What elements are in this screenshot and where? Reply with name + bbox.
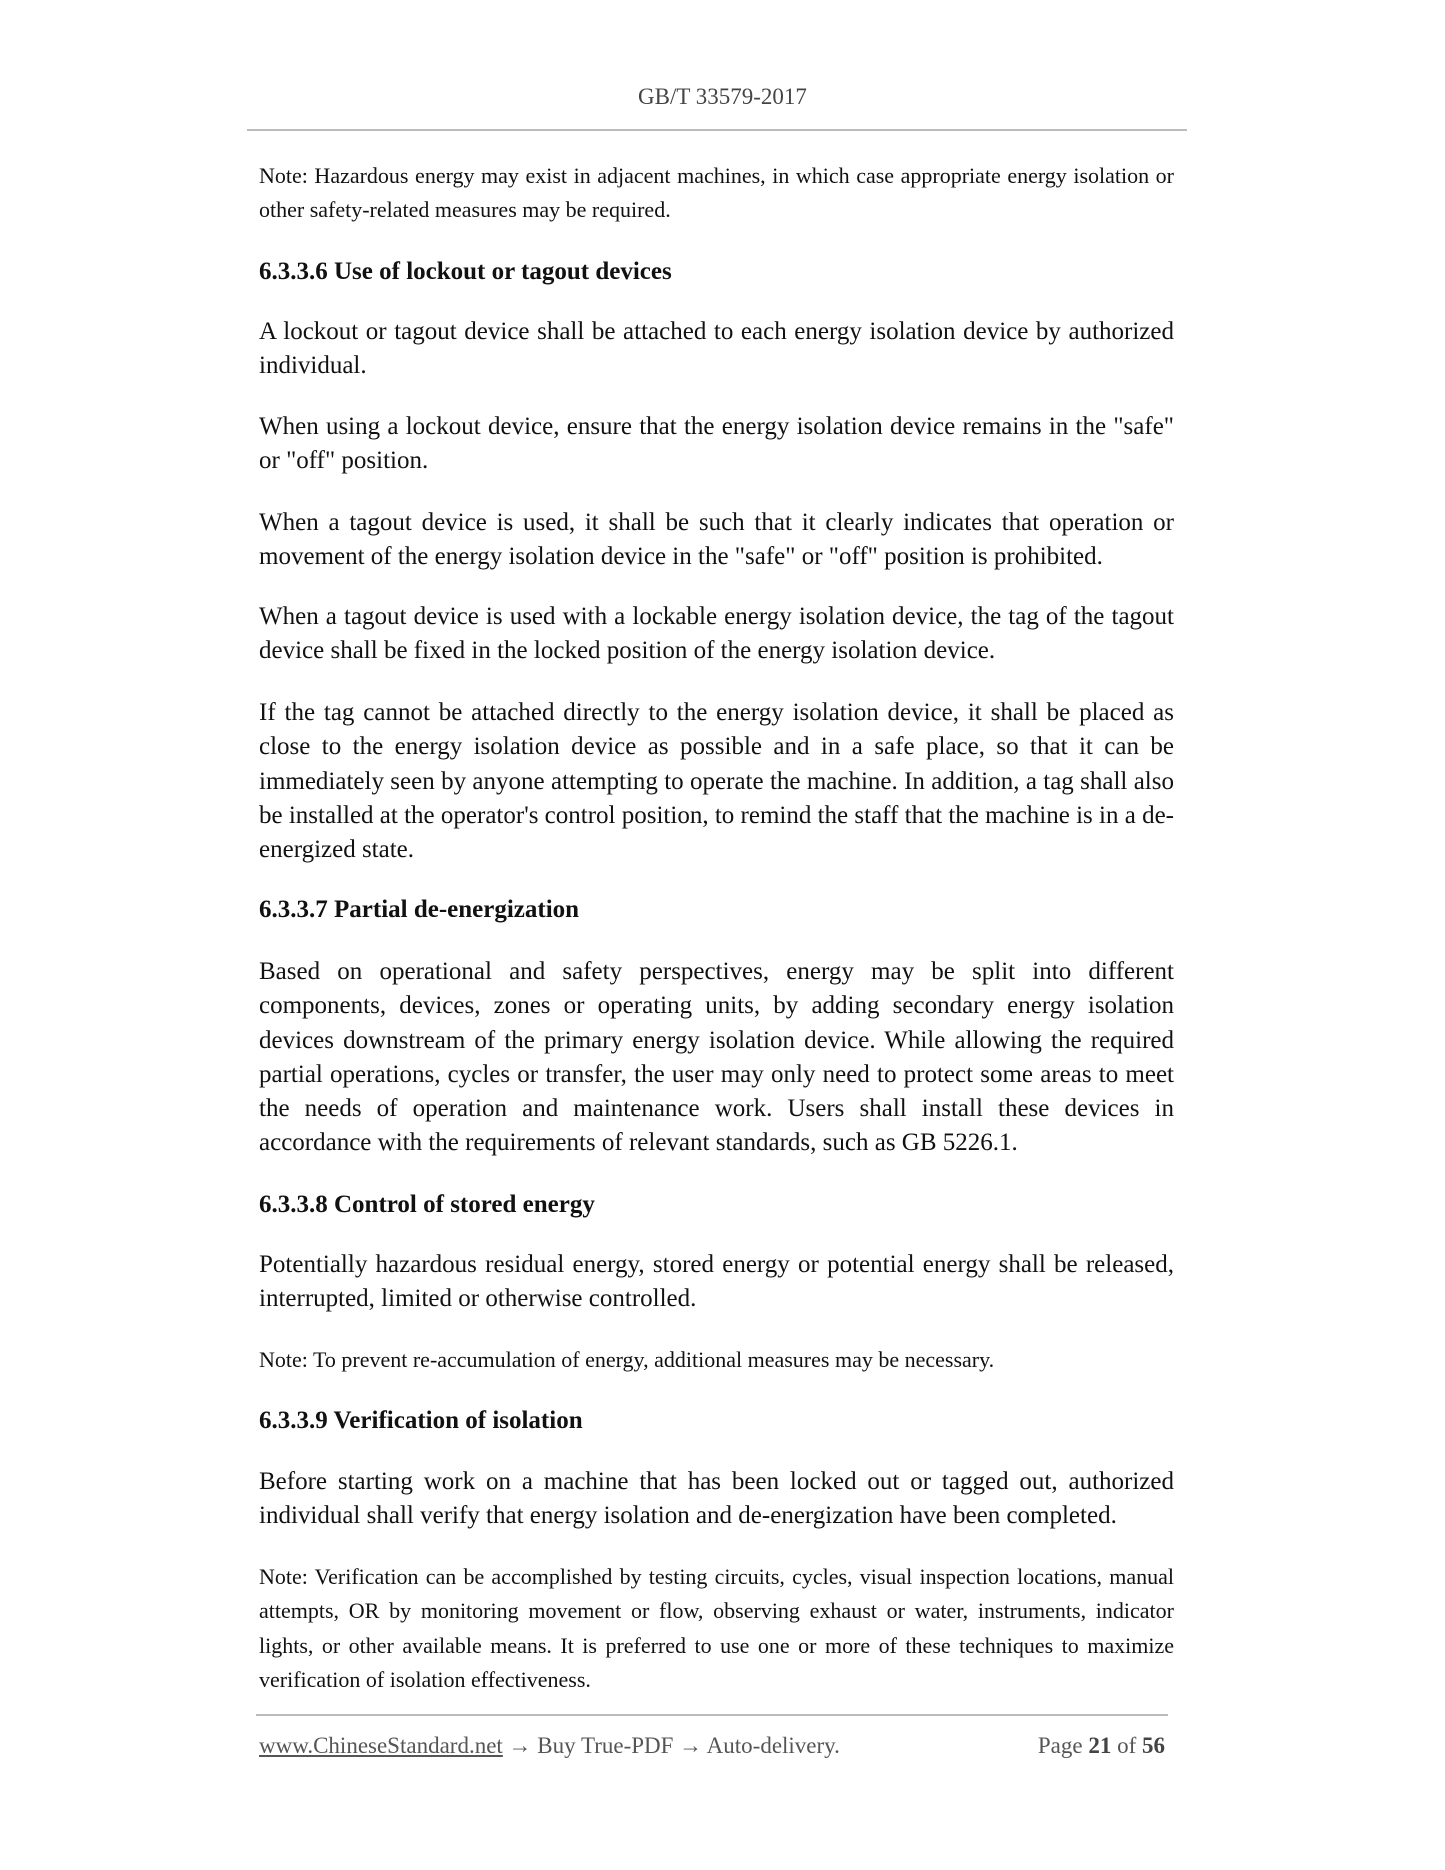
section-heading: 6.3.3.7 Partial de-energization bbox=[259, 896, 580, 923]
footer-rule bbox=[256, 1714, 1168, 1716]
running-header: GB/T 33579-2017 bbox=[638, 84, 807, 109]
section-heading: 6.3.3.8 Control of stored energy bbox=[259, 1191, 595, 1218]
paragraph: Based on operational and safety perspectives, energy may be split into different components, devices, zones or operating units, by adding secondary energy isolation devices downstream of the primary energy isolation device. While allowing the required partial operations, cycles or transfer, the user may only need to protect some areas to meet the needs of operation and maintenance work. Users shall install these devices in accordance with the requirements of relevant standards, such as GB 5226.1. bbox=[259, 958, 1174, 1157]
paragraph: If the tag cannot be attached directly to the energy isolation device, it shall be placed as close to the energy isolation device as possible and in a safe place, so that it can be immediately seen by anyone attempting to operate the machine. In addition, a tag shall also be installed at the operator's control position, to remind the staff that the machine is in a de-energized state. bbox=[259, 699, 1174, 864]
paragraph: When a tagout device is used, it shall be such that it clearly indicates that operation or movement of the energy isolation device in the "safe" or "off" position is prohibited. bbox=[259, 509, 1174, 571]
site-link[interactable]: www.ChineseStandard.net bbox=[259, 1733, 503, 1758]
section-heading: 6.3.3.9 Verification of isolation bbox=[259, 1407, 583, 1434]
note: Note: To prevent re-accumulation of energy, additional measures may be necessary. bbox=[259, 1347, 995, 1372]
footer-promo bbox=[259, 1733, 840, 1759]
paragraph: When a tagout device is used with a lockable energy isolation device, the tag of the tagout device shall be fixed in the locked position of the energy isolation device. bbox=[259, 603, 1174, 665]
promo-text: → Buy True-PDF → Auto-delivery. bbox=[502, 1733, 840, 1758]
paragraph: A lockout or tagout device shall be attached to each energy isolation device by authorized individual. bbox=[259, 318, 1174, 380]
paragraph: Potentially hazardous residual energy, stored energy or potential energy shall be released, interrupted, limited or otherwise controlled. bbox=[259, 1251, 1174, 1313]
note: Note: Hazardous energy may exist in adjacent machines, in which case appropriate energy isolation or other safety-related measures may be required. bbox=[259, 163, 1174, 223]
paragraph: When using a lockout device, ensure that the energy isolation device remains in the "safe" or "off" position. bbox=[259, 413, 1174, 475]
section-heading: 6.3.3.6 Use of lockout or tagout devices bbox=[259, 258, 672, 285]
paragraph: Before starting work on a machine that has been locked out or tagged out, authorized individual shall verify that energy isolation and de-energization have been completed. bbox=[259, 1468, 1174, 1530]
page-footer bbox=[259, 1733, 1165, 1759]
note: Note: Verification can be accomplished by testing circuits, cycles, visual inspection locations, manual attempts, OR by monitoring movement or flow, observing exhaust or water, instruments, indicator lights, or other available means. It is preferred to use one or more of these techniques to maximize verification of isolation effectiveness. bbox=[259, 1564, 1174, 1692]
page-number: Page 21 of 56 bbox=[1037, 1733, 1165, 1758]
header-rule bbox=[247, 129, 1187, 131]
